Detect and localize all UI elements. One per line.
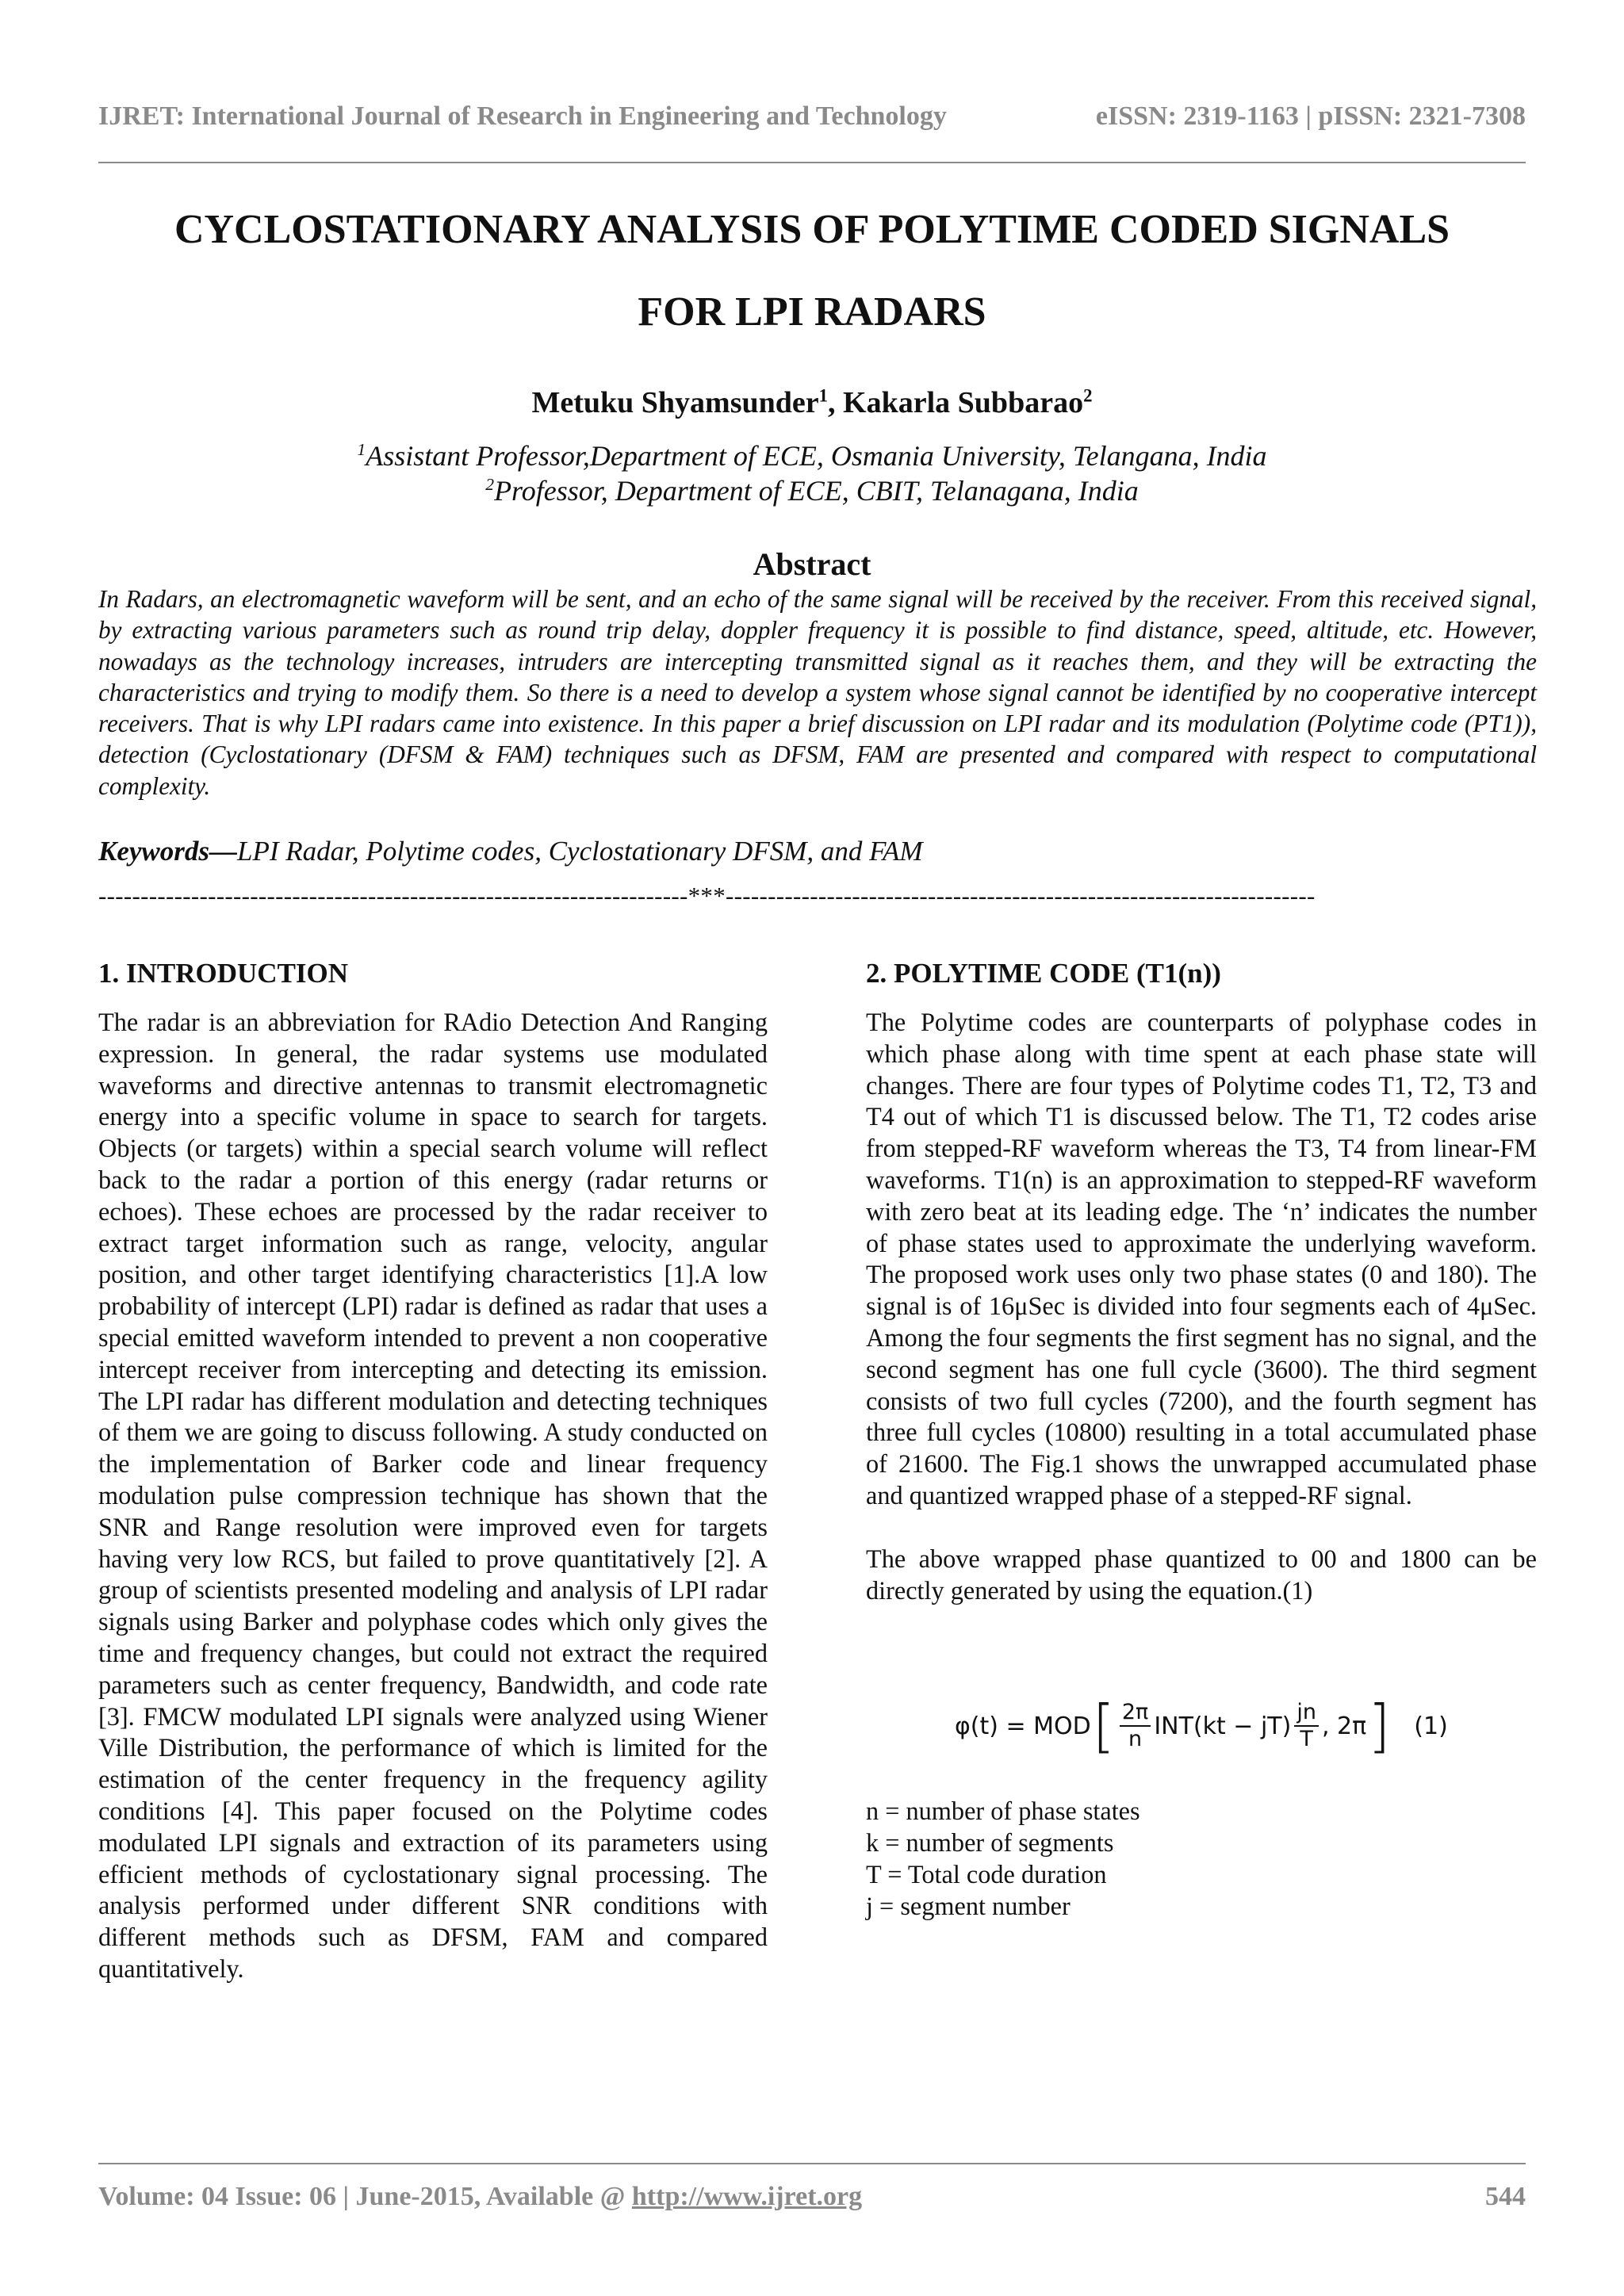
author-separator: ,: [828, 386, 844, 419]
affiliation-1: [98, 439, 1526, 473]
journal-name: IJRET: International Journal of Research in Engineering and Technology: [98, 101, 947, 131]
abstract-text: In Radars, an electromagnetic waveform will be sent, and an echo of the same signal will be received by the receiver. From this received signal, by extracting various parameters such as round trip delay, doppler frequency it is possible to find distance, speed, altitude, etc. However, nowadays as the technology increases, intruders are intercepting transmitted signal as it reaches them, and they will be extracting the characteristics and trying to modify them. So there is a need to develop a system whose signal cannot be identified by no cooperative intercept receivers. That is why LPI radars came into existence. In this paper a brief discussion on LPI radar and its modulation (Polytime code (PT1)), detection (Cyclostationary (DFSM & FAM) techniques such as DFSM, FAM are presented and compared with respect to computational complexity.: [98, 585, 1537, 800]
keywords-label: Keywords—: [98, 836, 237, 867]
left-bracket-icon: [: [1092, 1693, 1115, 1759]
section-1-heading: 1. INTRODUCTION: [98, 958, 349, 989]
author-2-sup: 2: [1083, 385, 1093, 406]
journal-link[interactable]: http://www.ijret.org: [631, 2182, 863, 2211]
affiliation-2-sup: 2: [485, 475, 495, 494]
fraction-2pi-over-n: [1120, 1700, 1151, 1752]
footer-volume-info: [98, 2182, 862, 2212]
definition-t: T = Total code duration: [866, 1860, 1107, 1888]
definition-k: k = number of segments: [866, 1828, 1114, 1857]
abstract-heading: Abstract: [753, 546, 871, 582]
definition-n: n = number of phase states: [866, 1797, 1140, 1825]
footer-rule: [98, 2163, 1526, 2164]
fraction-1-denominator: n: [1128, 1727, 1143, 1751]
section-2-body: [866, 1007, 1537, 1606]
affiliation-2: [98, 474, 1526, 507]
affiliation-2-text: Professor, Department of ECE, CBIT, Telanagana, India: [494, 475, 1139, 507]
header-rule: [98, 162, 1526, 163]
equation-number: (1): [1414, 1712, 1448, 1740]
fraction-jn-over-t: [1294, 1700, 1319, 1752]
keywords-text: LPI Radar, Polytime codes, Cyclostationary DFSM, and FAM: [237, 836, 923, 867]
fraction-2-denominator: T: [1300, 1727, 1313, 1751]
footer-volume-text: Volume: 04 Issue: 06 | June-2015, Available @: [98, 2182, 632, 2211]
definition-j: j = segment number: [866, 1892, 1071, 1920]
section-2-paragraph-1: The Polytime codes are counterparts of polyphase codes in which phase along with time spent at each phase state will changes. There are four types of Polytime codes T1, T2, T3 and T4 out of which T1 is discussed below. The T1, T2 codes arise from stepped-RF waveform whereas the T3, T4 from linear-FM waveforms. T1(n) is an approximation to stepped-RF waveform with zero beat at its leading edge. The ‘n’ indicates the number of phase states used to approximate the underlying waveform. The proposed work uses only two phase states (0 and 180). The signal is of 16μSec is divided into four segments each of 4μSec. Among the four segments the first segment has no signal, and the second segment has one full cycle (3600). The third segment consists of two full cycles (7200), and the fourth segment has three full cycles (10800) resulting in a total accumulated phase of 21600. The Fig.1 shows the unwrapped accumulated phase and quantized wrapped phase of a stepped-RF signal.: [866, 1008, 1537, 1510]
section-1-paragraph: The radar is an abbreviation for RAdio Detection And Ranging expression. In general, the radar systems use modulated waveforms and directive antennas to transmit electromagnetic energy into a specific volume in space to search for targets. Objects (or targets) within a special search volume will reflect back to the radar a portion of this energy (radar returns or echoes). These echoes are processed by the radar receiver to extract target information such as range, velocity, angular position, and other target identifying characteristics [1].A low probability of intercept (LPI) radar is defined as radar that uses a special emitted waveform intended to prevent a non cooperative intercept receiver from intercepting and detecting its emission. The LPI radar has different modulation and detecting techniques of them we are going to discuss following. A study conducted on the implementation of Barker code and linear frequency modulation pulse compression technique has shown that the SNR and Range resolution were improved even for targets having very low RCS, but failed to prove quantitatively [2]. A group of scientists presented modeling and analysis of LPI radar signals using Barker and polyphase codes which only gives the time and frequency changes, but could not extract the required parameters such as center frequency, Bandwidth, and code rate [3]. FMCW modulated LPI signals were analyzed using Wiener Ville Distribution, the performance of which is limited for the estimation of the center frequency in the frequency agility conditions [4]. This paper focused on the Polytime codes modulated LPI signals and extraction of its parameters using efficient methods of cyclostationary signal processing. The analysis performed under different SNR conditions with different methods such as DFSM, FAM and compared quantitatively.: [98, 1008, 768, 1983]
section-separator: ----------------------------------------------------------------------***----------------------------------------------------------------------: [98, 882, 1316, 909]
equation-1: [955, 1693, 1448, 1759]
author-1: Metuku Shyamsunder: [531, 386, 819, 419]
section-2-paragraph-2: The above wrapped phase quantized to 00 and 1800 can be directly generated by using the equation.(1): [866, 1544, 1537, 1605]
equation-middle: INT(kt − jT): [1154, 1712, 1292, 1740]
section-1-body: [98, 1007, 768, 1985]
fraction-2-numerator: jn: [1294, 1700, 1319, 1727]
author-2: Kakarla Subbarao: [843, 386, 1084, 419]
author-list: [98, 385, 1526, 420]
author-1-sup: 1: [818, 385, 829, 406]
page-number: 544: [1485, 2182, 1526, 2211]
title-line-1: CYCLOSTATIONARY ANALYSIS OF POLYTIME CODED SIGNALS: [174, 207, 1450, 252]
equation-lhs: φ(t) = MOD: [955, 1712, 1091, 1740]
issn-info: eISSN: 2319-1163 | pISSN: 2321-7308: [1095, 101, 1526, 131]
title-line-2: FOR LPI RADARS: [638, 289, 986, 335]
variable-definitions: [866, 1795, 1140, 1922]
equation-tail: , 2π: [1321, 1712, 1367, 1740]
fraction-1-numerator: 2π: [1120, 1700, 1151, 1727]
affiliation-1-text: Assistant Professor,Department of ECE, Osmania University, Telangana, India: [366, 440, 1267, 472]
affiliation-1-sup: 1: [357, 440, 366, 459]
section-2-heading: 2. POLYTIME CODE (T1(n)): [866, 958, 1221, 989]
right-bracket-icon: ]: [1368, 1693, 1391, 1759]
keywords: [98, 836, 1526, 867]
paper-title: [98, 189, 1526, 354]
